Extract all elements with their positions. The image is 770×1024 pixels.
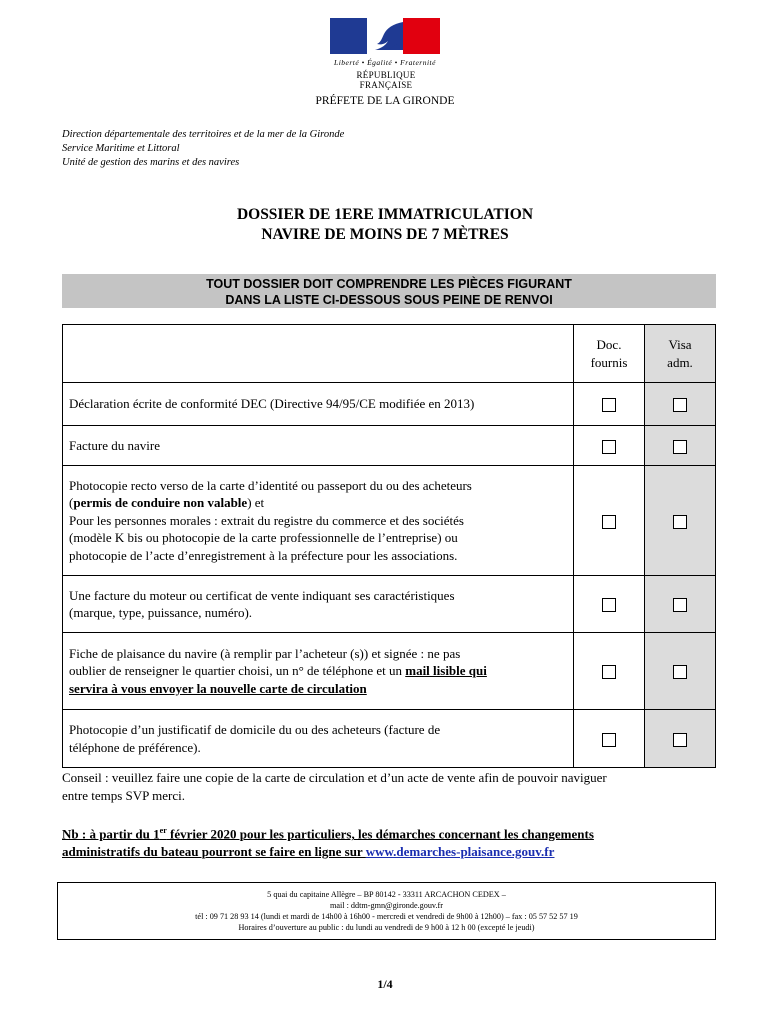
- french-flag-icon: [330, 18, 440, 54]
- prefecture-name: PRÉFETE DE LA GIRONDE: [315, 95, 455, 107]
- motto: Liberté • Égalité • Fraternité: [334, 58, 436, 67]
- requirement-banner: [62, 274, 716, 308]
- service-line: Direction départementale des territoires et de la mer de la Gironde: [62, 129, 345, 140]
- docs-checkbox[interactable]: [602, 440, 616, 454]
- visa-checkbox[interactable]: [673, 665, 687, 679]
- footer-line: mail : ddtm-gmn@gironde.gouv.fr: [330, 901, 443, 910]
- table-row: [63, 633, 716, 710]
- visa-checkbox[interactable]: [673, 440, 687, 454]
- advice-paragraph: Conseil : veuillez faire une copie de la carte de circulation et d’un acte de vente afin de pouvoir naviguer entre temps SVP merci.: [62, 770, 607, 803]
- table-row: [63, 710, 716, 768]
- banner-line: TOUT DOSSIER DOIT COMPRENDRE LES PIÈCES FIGURANT: [206, 277, 572, 291]
- table-row: [63, 426, 716, 466]
- table-header-row: [63, 325, 716, 383]
- marianne-profile-icon: [367, 18, 403, 54]
- service-block: [62, 128, 344, 170]
- documents-table: [62, 324, 716, 768]
- republic-name: RÉPUBLIQUE FRANÇAISE: [356, 70, 416, 90]
- footer-line: Horaires d’ouverture au public : du lundi au vendredi de 9 h00 à 12 h 00 (excepté le jeudi): [238, 923, 535, 932]
- service-line: Service Maritime et Littoral: [62, 143, 180, 154]
- row-description: Déclaration écrite de conformité DEC (Directive 94/95/CE modifiée en 2013): [63, 383, 574, 426]
- visa-checkbox[interactable]: [673, 598, 687, 612]
- visa-checkbox[interactable]: [673, 733, 687, 747]
- footer-line: 5 quai du capitaine Allègre – BP 80142 - 33311 ARCACHON CEDEX –: [267, 890, 506, 899]
- docs-checkbox[interactable]: [602, 515, 616, 529]
- table-row: [63, 576, 716, 633]
- table-row: [63, 383, 716, 426]
- banner-line: DANS LA LISTE CI-DESSOUS SOUS PEINE DE RENVOI: [225, 293, 553, 307]
- footer-line: tél : 09 71 28 93 14 (lundi et mardi de 14h00 à 16h00 - mercredi et vendredi de 9h00 à 12h00) – fax : 05 57 52 57 19: [195, 912, 578, 921]
- service-line: Unité de gestion des marins et des navires: [62, 157, 240, 168]
- docs-checkbox[interactable]: [602, 398, 616, 412]
- row-description: Fiche de plaisance du navire (à remplir par l’acheteur (s)) et signée : ne pas oublier de renseigner le quartier choisi, un n° de téléphone et un mail lisible qui servira à vous envoyer la nouvelle carte de circulation: [63, 633, 574, 710]
- row-description: Une facture du moteur ou certificat de vente indiquant ses caractéristiques (marque, type, puissance, numéro).: [63, 576, 574, 633]
- contact-footer: [57, 882, 716, 940]
- docs-checkbox[interactable]: [602, 733, 616, 747]
- page-number: 1/4: [377, 977, 393, 991]
- row-description: Photocopie d’un justificatif de domicile du ou des acheteurs (facture de téléphone de préférence).: [63, 710, 574, 768]
- republique-francaise-logo: [330, 18, 442, 90]
- column-header-docs: Doc. fournis: [574, 325, 645, 383]
- title-line: DOSSIER DE 1ERE IMMATRICULATION: [236, 206, 534, 223]
- column-header-visa: Visa adm.: [645, 325, 716, 383]
- title-line: NAVIRE DE MOINS DE 7 MÈTRES: [261, 226, 509, 243]
- demarches-plaisance-link[interactable]: www.demarches-plaisance.gouv.fr: [365, 844, 555, 860]
- nb-notice: Nb : à partir du 1er février 2020 pour les particuliers, les démarches concernant les changements administratifs du bateau pourront se faire en ligne sur www.demarches-plaisance.gouv.fr: [62, 826, 594, 860]
- table-row: [63, 466, 716, 576]
- visa-checkbox[interactable]: [673, 398, 687, 412]
- docs-checkbox[interactable]: [602, 598, 616, 612]
- docs-checkbox[interactable]: [602, 665, 616, 679]
- row-description: Facture du navire: [63, 426, 574, 466]
- document-title: [0, 205, 770, 245]
- visa-checkbox[interactable]: [673, 515, 687, 529]
- row-description: Photocopie recto verso de la carte d’identité ou passeport du ou des acheteurs (permis de conduire non valable) et Pour les personnes morales : extrait du registre du commerce et des sociétés (modèle K bis ou photocopie de la carte professionnelle de l’entreprise) ou photocopie de l’acte d’enregistrement à la préfecture pour les associations.: [63, 466, 574, 576]
